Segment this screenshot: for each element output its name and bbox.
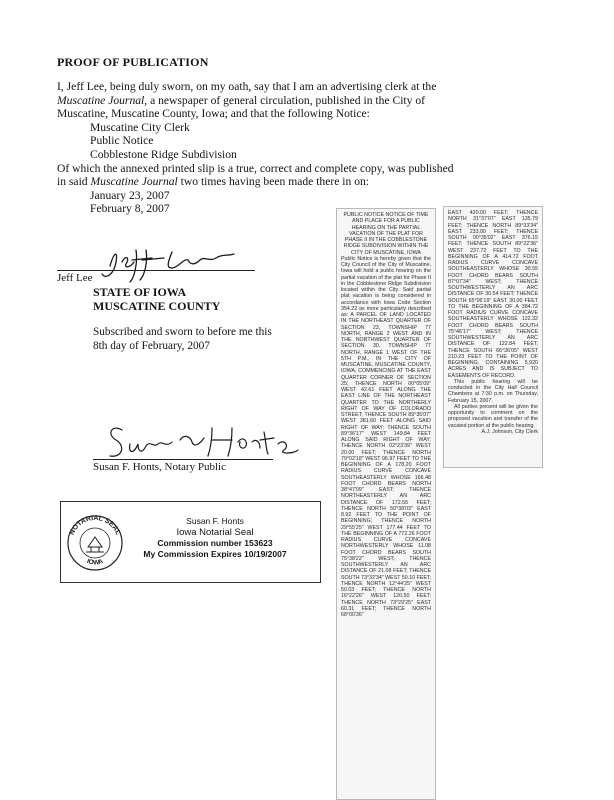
- clipping-body: All parties present will be given the opportunity to comment on the proposed vacation and transfer of the vacated portion at the public hearing.: [448, 403, 538, 429]
- seal-emblem-icon: [86, 537, 104, 552]
- seal-bottom-text-path: IOWA: [85, 557, 105, 567]
- affidavit-line: Of which the annexed printed slip is a true, correct and complete copy, was published: [57, 161, 454, 175]
- stamp-expiration: My Commission Expires 10/19/2007: [143, 549, 287, 559]
- signer-name: Jeff Lee: [57, 272, 93, 284]
- notice-item: Public Notice: [90, 134, 154, 148]
- notary-signature: [100, 420, 300, 462]
- signature-line: [57, 270, 255, 271]
- clipping-heading: PUBLIC NOTICE NOTICE OF TIME AND PLACE FOR A PUBLIC HEARING ON THE PARTIAL VACATION OF THE PLAT FOR PHASE II IN THE COBBLESTONE RIDGE SUBDIVISION WITHIN THE CITY OF MUSCATINE, IOWA: [343, 212, 429, 256]
- seal-top-text-path: NOTARIAL SEAL: [68, 514, 122, 537]
- affidavit-text: [57, 80, 577, 216]
- newspaper-clipping-column-2: [443, 206, 543, 468]
- publication-date: February 8, 2007: [90, 202, 170, 216]
- notary-signature-line: [93, 459, 273, 460]
- venue-block: [93, 285, 220, 313]
- affidavit-line: [57, 80, 577, 94]
- publication-name: Muscatine Journal: [57, 93, 145, 107]
- publication-date: January 23, 2007: [90, 188, 170, 202]
- affidavit-line: Muscatine, Muscatine County, Iowa; and that the following Notice:: [57, 107, 370, 121]
- jurat: [93, 326, 272, 353]
- state-heading: STATE OF IOWA: [93, 285, 187, 299]
- jurat-date: 8th day of February, 2007: [93, 339, 210, 352]
- newspaper-clipping-column-1: [336, 208, 436, 800]
- clipping-body: EAST 420.00 FEET; THENCE NORTH 31°37'07" EAST 135.79 FEET; THENCE NORTH 89°33'34" EAST 233.00 FEET; THENCE SOUTH 00°35'02" EAST 376.15 FEET; THENCE SOUTH 89°22'36" WEST 237.72 FEET TO THE BEGINNING OF A 414.72 FOOT RADIUS CURVE CONCAVE SOUTHEASTERLY WHOSE 30.55 FOOT CHORD BEARS SOUTH 87°07'34" WEST; THENCE SOUTHWESTERLY AN ARC DISTANCE OF 30.54 FEET; THENCE SOUTH 65°06'19" EAST 30.00 FEET TO THE BEGINNING OF A 384.72 FOOT RADIUS CURVE CONCAVE SOUTHEASTERLY WHOSE 122.32 FOOT CHORD BEARS SOUTH 75°46'17" WEST; THENCE SOUTHWESTERLY AN ARC DISTANCE OF 122.84 FEET; THENCE SOUTH 66°36'05" WEST 210.23 FEET TO THE POINT OF BEGINNING, CONTAINING 5.920 ACRES AND IS SUBJECT TO EASEMENTS OF RECORD.: [448, 210, 538, 379]
- stamp-commission-number: Commission number 153623: [157, 538, 273, 548]
- jurat-line: Subscribed and sworn to before me this: [93, 326, 272, 338]
- affidavit-line-text: , a newspaper of general circulation, published in the City of: [144, 93, 426, 107]
- clipping-signature: A.J. Johnson, City Clerk: [481, 428, 538, 435]
- seal-bottom-text: [86, 558, 105, 567]
- notice-item: Muscatine City Clerk: [90, 120, 190, 134]
- page-title: PROOF OF PUBLICATION: [57, 55, 209, 69]
- affidavit-line-text: I, Jeff Lee, being duly sworn, on my oath, say that I am an advertising clerk at the: [57, 80, 437, 93]
- notary-name: Susan F. Honts, Notary Public: [93, 461, 226, 473]
- publication-name: Muscatine Journal: [90, 175, 178, 189]
- notice-item: Cobblestone Ridge Subdivision: [90, 147, 237, 161]
- affidavit-line: [57, 94, 577, 108]
- clipping-body: This public hearing will be conducted in the City Hall Council Chambers at 7:30 p.m. on Thursday, February 15, 2007.: [448, 378, 538, 404]
- clipping-body: Public Notice is hereby given that the City Council of the City of Muscatine, Iowa will hold a public hearing on the partial vacation of the plat for Phase II in the Cobblestone Ridge Subdivision located within the City. Said partial plat vacation is being considered in accordance with Iowa Code Section 354.22 as more particularly described as: A PARCEL OF LAND LOCATED IN THE NORTHEAST QUARTER OF SECTION 23, TOWNSHIP 77 NORTH, RANGE 2 WEST AND IN THE NORTHWEST QUARTER OF SECTION 30, TOWNSHIP 77 NORTH, RANGE 1 WEST OF THE 5TH P.M., IN THE CITY OF MUSCATINE, MUSCATINE COUNTY, IOWA, COMMENCING AT THE EAST QUARTER CORNER OF SECTION 25; THENCE NORTH 00°05'09" WEST 42.61 FEET ALONG THE EAST LINE OF THE NORTHEAST QUARTER TO THE NORTHERLY RIGHT OF WAY OF COLORADO STREET; THENCE SOUTH 89°35'07" WEST 381.60 FEET ALONG SAID RIGHT OF WAY; THENCE SOUTH 89°36'17" WEST 149.84 FEET ALONG SAID RIGHT OF WAY; THENCE NORTH 02°23'39" WEST 20.00 FEET; THENCE NORTH 79°02'18" WEST 96.97 FEET TO THE BEGINNING OF A 178.20 FOOT RADIUS CURVE CONCAVE SOUTHEASTERLY WHOSE 166.48 FOOT CHORD BEARS NORTH 38°47'09" EAST; THENCE NORTHEASTERLY AN ARC DISTANCE OF 172.55 FEET; THENCE NORTH 50°38'03" EAST 8.92 FEET TO THE POINT OF BEGINNING; THENCE NORTH 29°55'25" WEST 177.44 FEET TO THE BEGINNING OF A 772.26 FOOT RADIUS CURVE CONCAVE NORTHWESTERLY WHOSE 11.08 FOOT CHORD BEARS SOUTH 75°38'22" WEST; THENCE SOUTHWESTERLY AN ARC DISTANCE OF 21.08 FEET; THENCE SOUTH 73°32'34" WEST 50.10 FEET; THENCE NORTH 12°44'25" WEST 50.03 FEET; THENCE NORTH 16°22'26" WEST 120.50 FEET; THENCE NORTH 73°29'25" EAST 60.31 FEET; THENCE NORTH 68°00'36": [341, 255, 431, 618]
- affidavit-line: [57, 175, 577, 189]
- stamp-title: Iowa Notarial Seal: [176, 527, 254, 538]
- jeff-lee-signature: [92, 244, 242, 284]
- stamp-name: Susan F. Honts: [186, 516, 244, 526]
- notary-stamp-text: [110, 516, 320, 560]
- affidavit-line-text: two times having been made there in on:: [177, 175, 370, 189]
- county-heading: MUSCATINE COUNTY: [93, 299, 221, 313]
- affidavit-line-text: in said: [57, 175, 91, 189]
